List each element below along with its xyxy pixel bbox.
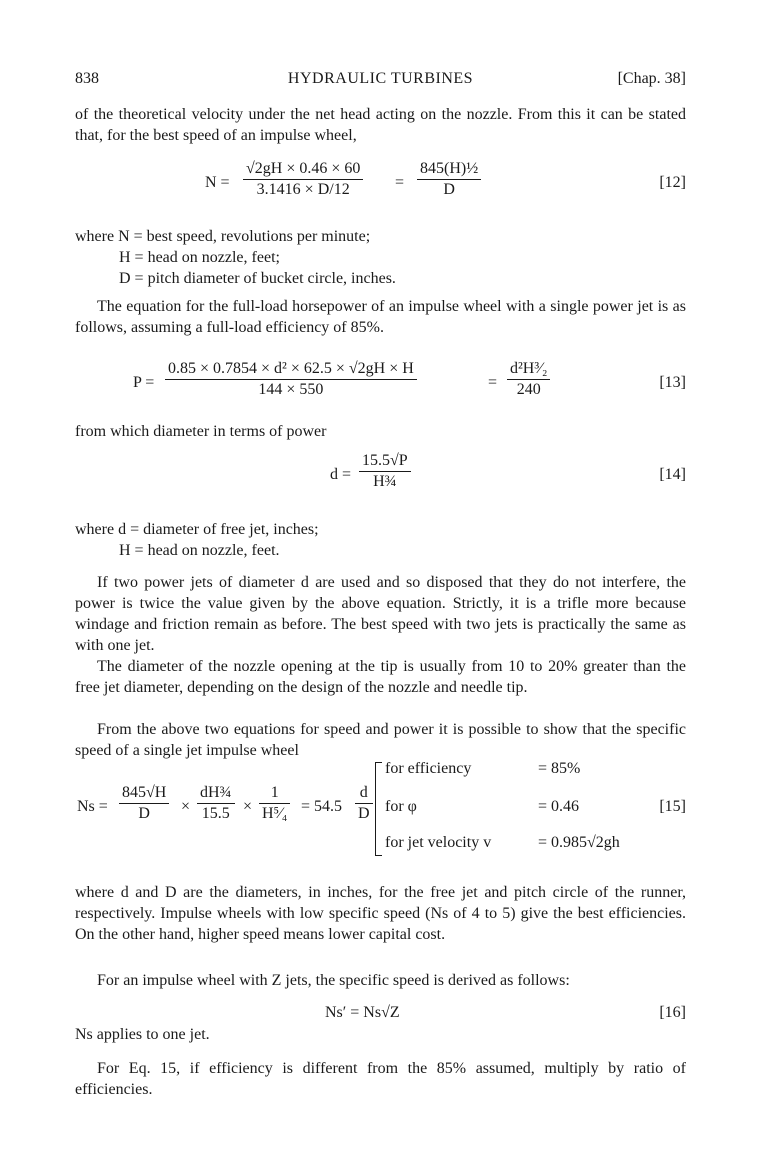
eq15-equals: = 54.5 xyxy=(301,798,343,815)
eq16-label: [16] xyxy=(659,1004,686,1021)
equation-15 xyxy=(75,758,686,868)
eq16-note: Ns applies to one jet. xyxy=(75,1026,210,1043)
eq13-equals: = xyxy=(488,374,498,391)
eq15-numerator-4: d xyxy=(355,784,373,804)
eq15-condition-3: for jet velocity v xyxy=(385,834,492,851)
paragraph-6: From the above two equations for speed and power it is possible to show that the specific speed of a single jet impulse wheel xyxy=(75,721,686,759)
eq16-expression: Ns′ = Ns√Z xyxy=(325,1004,400,1021)
eq15-value-1: = 85% xyxy=(538,760,581,777)
definition-row: H = head on nozzle, feet. xyxy=(119,542,280,559)
paragraph-8: For an impulse wheel with Z jets, the specific speed is derived as follows: xyxy=(97,972,570,989)
eq15-numerator-2: dH¾ xyxy=(197,784,235,804)
eq13-fraction-2 xyxy=(507,360,550,399)
eq12-denominator-2: D xyxy=(443,181,455,198)
eq14-numerator: 15.5√P xyxy=(359,452,411,472)
equation-12 xyxy=(75,160,686,210)
eq15-condition-2: for φ xyxy=(385,798,417,815)
eq14-fraction xyxy=(359,452,411,491)
eq13-denominator-2: 240 xyxy=(516,381,541,398)
paragraph-5: The diameter of the nozzle opening at the tip is usually from 10 to 20% greater than the free jet diameter, depending on the design of the nozzle and needle tip. xyxy=(75,658,686,696)
definition-row: where d = diameter of free jet, inches; xyxy=(75,521,319,538)
eq12-equals: = xyxy=(395,174,405,191)
eq13-denominator-1: 144 × 550 xyxy=(258,381,324,398)
eq12-numerator-1: √2gH × 0.46 × 60 xyxy=(243,160,363,180)
eq15-fraction-1 xyxy=(119,784,169,823)
page-number: 838 xyxy=(75,70,99,87)
eq15-denominator-1: D xyxy=(138,805,150,822)
definitions-2 xyxy=(75,519,686,561)
eq12-label: [12] xyxy=(659,174,686,191)
equation-14 xyxy=(75,452,686,502)
eq15-fraction-4 xyxy=(355,784,373,823)
definition-row: where N = best speed, revolutions per minute; xyxy=(75,228,371,245)
paragraph-3: from which diameter in terms of power xyxy=(75,423,327,440)
eq15-lhs: Ns = xyxy=(77,798,108,815)
eq13-numerator-2: d²H³⁄₂ xyxy=(507,360,550,380)
eq15-times-2: × xyxy=(243,798,253,815)
eq15-times-1: × xyxy=(181,798,191,815)
eq15-value-2: = 0.46 xyxy=(538,798,580,815)
eq14-label: [14] xyxy=(659,466,686,483)
eq13-fraction-1 xyxy=(165,360,417,399)
eq12-fraction-2 xyxy=(417,160,481,199)
eq15-fraction-3 xyxy=(259,784,290,823)
eq14-denominator: H¾ xyxy=(373,473,397,490)
eq12-lhs: N = xyxy=(205,174,230,191)
eq15-value-3: = 0.985√2gh xyxy=(538,834,620,851)
paragraph-9: For Eq. 15, if efficiency is different from the 85% assumed, multiply by ratio of efficiencies. xyxy=(75,1060,686,1098)
eq15-numerator-3: 1 xyxy=(259,784,290,804)
eq12-fraction-1 xyxy=(243,160,363,199)
eq13-numerator-1: 0.85 × 0.7854 × d² × 62.5 × √2gH × H xyxy=(165,360,417,380)
paragraph-4: If two power jets of diameter d are used and so disposed that they do not interfere, the power is twice the value given by the above equation. Strictly, it is a trifle more because windage and friction remain as before. The best speed with two jets is practically the same as with one jet. xyxy=(75,574,686,654)
running-header xyxy=(75,70,686,92)
eq15-label: [15] xyxy=(659,798,686,815)
paragraph-1: of the theoretical velocity under the net head acting on the nozzle. From this it can be stated that, for the best speed of an impulse wheel, xyxy=(75,106,686,144)
equation-13 xyxy=(75,360,686,410)
eq15-condition-1: for efficiency xyxy=(385,760,472,777)
eq15-denominator-3: H⁵⁄₄ xyxy=(262,805,288,822)
eq12-numerator-2: 845(H)½ xyxy=(417,160,481,180)
running-title: HYDRAULIC TURBINES xyxy=(287,70,474,87)
eq13-label: [13] xyxy=(659,374,686,391)
eq13-lhs: P = xyxy=(133,374,155,391)
definition-row: H = head on nozzle, feet; xyxy=(119,249,280,266)
definition-row: D = pitch diameter of bucket circle, inches. xyxy=(119,270,396,287)
paragraph-7: where d and D are the diameters, in inches, for the free jet and pitch circle of the runner, respectively. Impulse wheels with low specific speed (Ns of 4 to 5) give the best efficiencies. On the other hand, higher speed means lower capital cost. xyxy=(75,884,686,943)
eq15-brace xyxy=(375,762,382,856)
eq15-denominator-2: 15.5 xyxy=(201,805,230,822)
eq15-denominator-4: D xyxy=(358,805,370,822)
chapter-label: [Chap. 38] xyxy=(617,70,686,87)
eq14-lhs: d = xyxy=(330,466,352,483)
definitions-1 xyxy=(75,226,686,289)
paragraph-2: The equation for the full-load horsepower of an impulse wheel with a single power jet is as follows, assuming a full-load efficiency of 85%. xyxy=(75,298,686,336)
eq15-fraction-2 xyxy=(197,784,235,823)
eq15-numerator-1: 845√H xyxy=(119,784,169,804)
eq12-denominator-1: 3.1416 × D/12 xyxy=(256,181,350,198)
